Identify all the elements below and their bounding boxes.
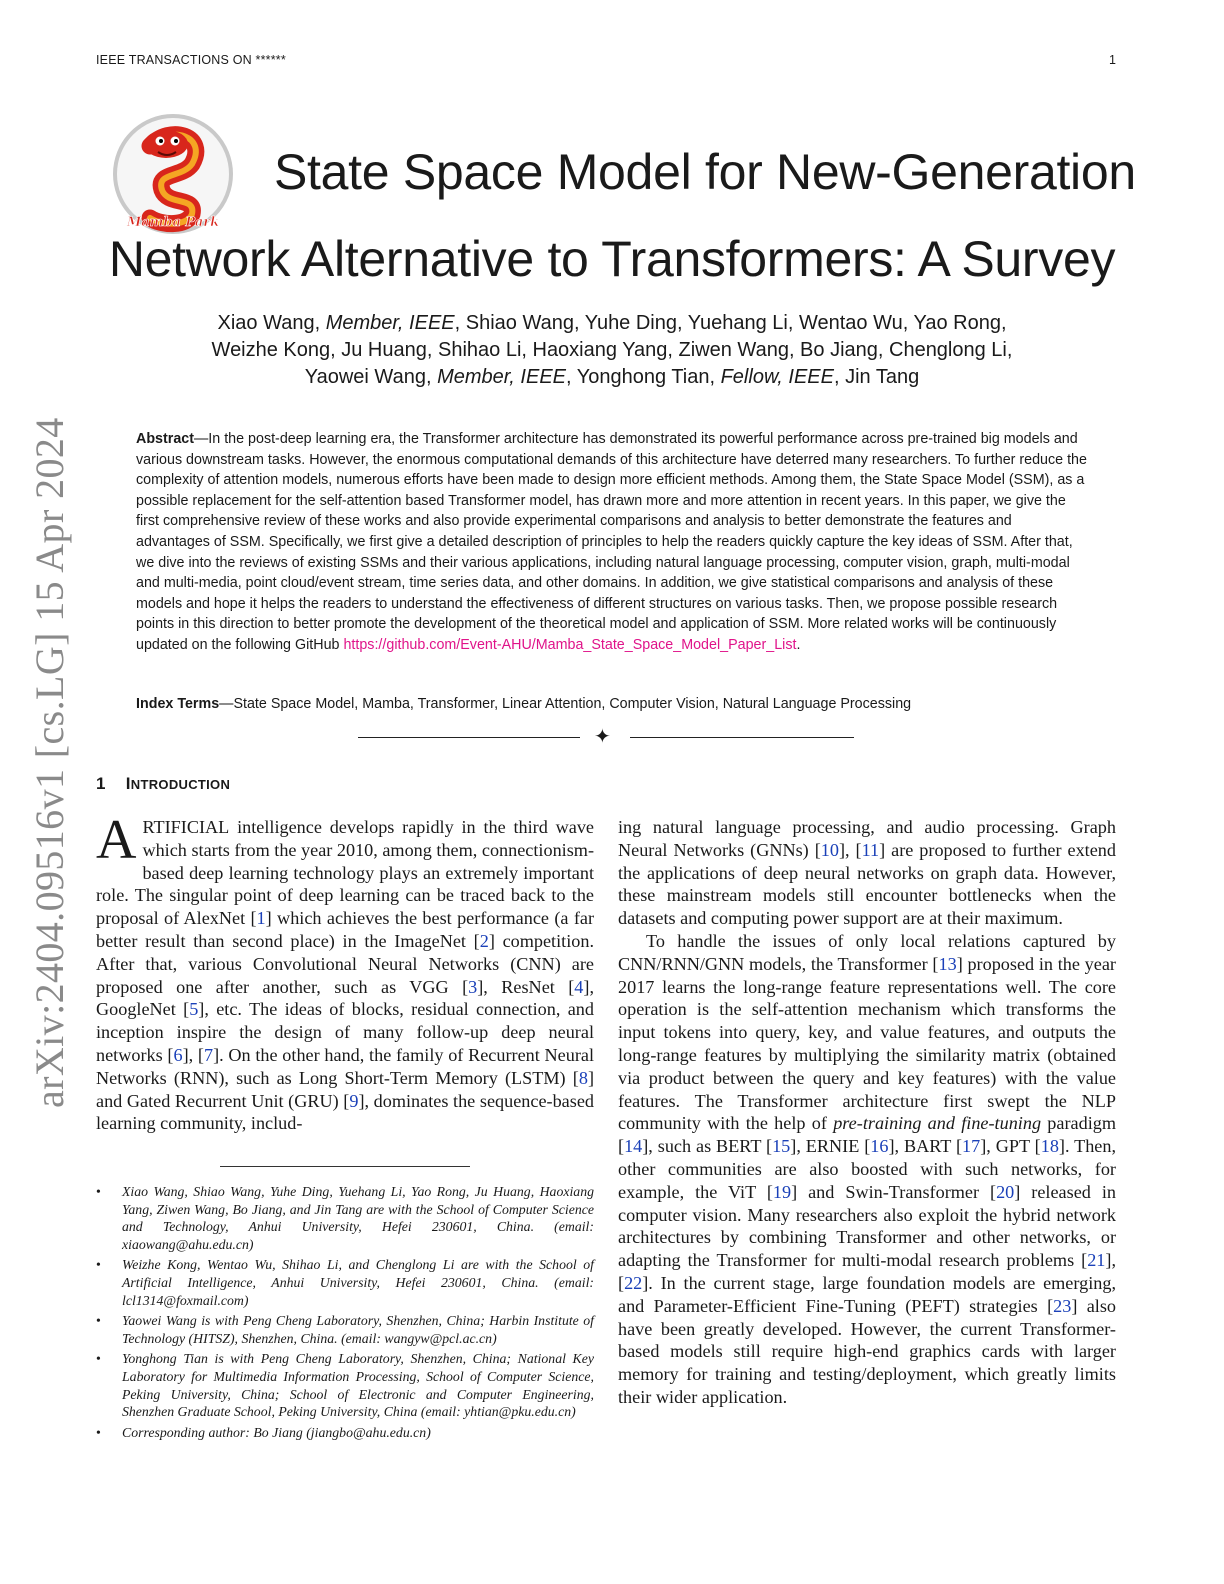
- intro-paragraph-2: [618, 930, 1116, 1409]
- footnote-item: [96, 1256, 594, 1309]
- citation-link[interactable]: 8: [578, 1067, 588, 1088]
- bullet-icon: •: [96, 1313, 101, 1329]
- citation-link[interactable]: 5: [189, 999, 199, 1020]
- body-text: paradigm [: [618, 1113, 1116, 1157]
- paper-title-line1: State Space Model for New-Generation: [274, 144, 1136, 200]
- author-fellowship: Fellow, IEEE: [720, 366, 834, 388]
- index-terms-text: —State Space Model, Mamba, Transformer, Linear Attention, Computer Vision, Natural Language Processing: [219, 696, 912, 712]
- body-text: ], [: [618, 1250, 1116, 1293]
- author-text: , Yonghong Tian,: [566, 366, 721, 388]
- authors-line2: Weizhe Kong, Ju Huang, Shihao Li, Haoxiang Yang, Ziwen Wang, Bo Jiang, Chenglong Li,: [211, 339, 1013, 361]
- logo-text: Mamba Park: [126, 215, 220, 230]
- abstract-end: .: [796, 636, 801, 653]
- citation-link[interactable]: 17: [962, 1136, 981, 1157]
- footnote-text: Corresponding author: Bo Jiang (jiangbo@ahu.edu.cn): [122, 1424, 431, 1440]
- mamba-park-logo: [110, 114, 236, 240]
- body-text: ]. In the current stage, large foundation models are emerging, and Parameter-Efficient Fine-Tuning (PEFT) strategies [: [618, 1272, 1116, 1316]
- section-title-initial: I: [125, 774, 131, 793]
- citation-link[interactable]: 6: [173, 1044, 183, 1065]
- bullet-icon: •: [96, 1424, 101, 1440]
- page-number: 1: [1109, 53, 1116, 67]
- body-text: ], BART [: [888, 1136, 963, 1157]
- authors-line1: [0, 312, 1224, 335]
- author-membership: Member, IEEE: [325, 312, 455, 334]
- body-text: ], [: [838, 839, 862, 860]
- intro-paragraph-1: [96, 809, 595, 1135]
- index-terms-label: Index Terms: [136, 696, 220, 712]
- body-text: ], ERNIE [: [790, 1136, 871, 1157]
- body-text: ] which achieves the best performance (a far better result than second place) in the ImageNet [: [96, 908, 594, 951]
- body-text: intelligence develops rapidly in the third wave which starts from the year 2010, among them, connectionism-based deep learning technology plays an extremely important role. The singular point of deep learning can be traced back to the proposal of AlexNet [: [96, 817, 594, 929]
- body-text: ], [: [182, 1044, 204, 1065]
- footnote-text: Xiao Wang, Shiao Wang, Yuhe Ding, Yuehang Li, Yao Rong, Ju Huang, Haoxiang Yang, Ziwen Wang, Bo Jiang, and Jin Tang are with the School of Computer Science and Technology, Anhui University, Hefei 230601, China. (email: xiaowang@ahu.edu.cn): [122, 1184, 594, 1252]
- citation-link[interactable]: 18: [1040, 1136, 1059, 1157]
- bullet-icon: •: [96, 1351, 101, 1367]
- citation-link[interactable]: 13: [938, 953, 957, 974]
- body-text: ], etc. The ideas of blocks, residual connection, and inception inspire the design of many follow-up deep neural networks [: [96, 999, 594, 1065]
- body-text: ] and Swin-Transformer [: [791, 1181, 997, 1202]
- body-text: ] competition. After that, various Convolutional Neural Networks (CNN) are proposed one after another, such as VGG [: [96, 930, 595, 997]
- bullet-icon: •: [96, 1257, 101, 1273]
- footnote-item: [96, 1312, 594, 1347]
- body-text: ] proposed in the year 2017 learns the long-range feature representations well. The core operation is the self-attention mechanism which transforms the input tokens into query, key, and value features, and outputs the long-range features by multiplying the similarity matrix (obtained via product between the query and key features) with the value features. The Transformer architecture first swept the NLP community with the help of: [618, 953, 1116, 1134]
- citation-link[interactable]: 1: [256, 908, 266, 929]
- divider-star-icon: ✦: [594, 726, 611, 748]
- footnotes: [96, 1183, 594, 1444]
- citation-link[interactable]: 10: [820, 839, 839, 860]
- authors-line3: [0, 366, 1224, 389]
- paper-title-line2: Network Alternative to Transformers: A Survey: [108, 231, 1116, 287]
- citation-link[interactable]: 16: [870, 1136, 889, 1157]
- section-title-rest: NTRODUCTION: [130, 777, 231, 792]
- index-terms: [136, 696, 1096, 712]
- abstract-label: Abstract: [136, 431, 194, 447]
- body-text: ] are proposed to further extend the applications of deep neural networks on graph data. However, these mainstream models still encounter bottlenecks when the datasets and computing power support are at their maximum.: [618, 839, 1116, 929]
- author-text: , Shiao Wang, Yuhe Ding, Yuehang Li, Wentao Wu, Yao Rong,: [454, 312, 1007, 334]
- abstract: [136, 429, 1088, 656]
- github-link[interactable]: https://github.com/Event-AHU/Mamba_State_Space_Model_Paper_List: [343, 636, 797, 653]
- body-text: ]. Then, other communities are also boosted with such networks, for example, the ViT [: [618, 1136, 1116, 1202]
- citation-link[interactable]: 11: [861, 839, 880, 860]
- bullet-icon: •: [96, 1184, 101, 1199]
- section-heading-introduction: [96, 774, 230, 794]
- footnote-text: Yonghong Tian is with Peng Cheng Laboratory, Shenzhen, China; National Key Laboratory for Multimedia Information Processing, School of Computer Science, Peking University, China; School of Electronic and Computer Engineering, Shenzhen Graduate School, Peking University, China (email: yhtian@pku.edu.cn): [122, 1351, 594, 1420]
- body-text: ] and Gated Recurrent Unit (GRU) [: [96, 1067, 594, 1111]
- emphasis-text: pre-training and fine-tuning: [833, 1113, 1042, 1134]
- footnote-text: Weizhe Kong, Wentao Wu, Shihao Li, and Chenglong Li are with the School of Artificial Intelligence, Anhui University, Hefei 230601, China. (email: lcl1314@foxmail.com): [122, 1257, 594, 1308]
- right-column: [618, 816, 1116, 1409]
- body-text: ] also have been greatly developed. However, the current Transformer-based models still require high-end graphics cards with larger memory for training and testing/deployment, which greatly limits their wider application.: [618, 1295, 1116, 1407]
- arxiv-stamp: arXiv:2404.09516v1 [cs.LG] 15 Apr 2024: [27, 417, 72, 1108]
- footnote-item: [96, 1350, 594, 1420]
- author-text: Xiao Wang,: [217, 312, 326, 334]
- citation-link[interactable]: 23: [1053, 1295, 1072, 1316]
- divider-left: [358, 737, 580, 738]
- intro-paragraph-continued: [618, 816, 1116, 930]
- citation-link[interactable]: 7: [203, 1044, 214, 1065]
- citation-link[interactable]: 14: [624, 1136, 643, 1157]
- citation-link[interactable]: 9: [349, 1090, 359, 1111]
- body-text: ], ResNet [: [477, 976, 575, 997]
- body-text: ], GPT [: [980, 1136, 1041, 1157]
- author-text: , Jin Tang: [833, 366, 920, 388]
- author-membership: Member, IEEE: [437, 366, 566, 388]
- citation-link[interactable]: 22: [624, 1272, 643, 1293]
- section-number: 1: [96, 774, 106, 793]
- divider-right: [630, 737, 854, 738]
- journal-header: IEEE TRANSACTIONS ON ******: [96, 53, 286, 67]
- footnote-text: Yaowei Wang is with Peng Cheng Laboratory, Shenzhen, China; Harbin Institute of Technology (HITSZ), Shenzhen, China. (email: wangyw@pcl.ac.cn): [122, 1313, 594, 1346]
- citation-link[interactable]: 19: [772, 1181, 792, 1202]
- body-text: ing natural language processing, and audio processing. Graph Neural Networks (GNNs) [: [618, 817, 1116, 860]
- body-text: To handle the issues of only local relations captured by CNN/RNN/GNN models, the Transformer [: [618, 930, 1116, 974]
- footnote-rule: [220, 1166, 470, 1167]
- dropcap-continuation: RTIFICIAL: [142, 817, 230, 837]
- body-text: ], such as BERT [: [642, 1136, 773, 1157]
- author-text: Yaowei Wang,: [304, 366, 438, 388]
- citation-link[interactable]: 21: [1087, 1250, 1106, 1271]
- body-text: ], GoogleNet [: [96, 976, 594, 1020]
- footnote-item: [96, 1183, 594, 1253]
- left-column: [96, 809, 595, 1135]
- footnote-item: [96, 1424, 594, 1442]
- citation-link[interactable]: 20: [996, 1181, 1015, 1202]
- citation-link[interactable]: 4: [574, 976, 584, 997]
- body-text: ] released in computer vision. Many researchers also exploit the hybrid network architectures by combining Transformer and other networks, or adapting the Transformer for multi-modal research problems [: [618, 1181, 1116, 1271]
- dropcap: A: [96, 809, 137, 871]
- citation-link[interactable]: 2: [479, 930, 489, 951]
- citation-link[interactable]: 15: [772, 1136, 791, 1157]
- abstract-text: —In the post-deep learning era, the Transformer architecture has demonstrated its powerful performance across pre-trained big models and various downstream tasks. However, the enormous computational demands of this architecture have deterred many researchers. To further reduce the complexity of attention models, numerous efforts have been made to design more efficient methods. Among them, the State Space Model (SSM), as a possible replacement for the self-attention based Transformer model, has drawn more and more attention in recent years. In this paper, we give the first comprehensive review of these works and also provide experimental comparisons and analysis to better demonstrate the features and advantages of SSM. Specifically, we first give a detailed description of principles to help the readers quickly capture the key ideas of SSM. After that, we dive into the reviews of existing SSMs and their various applications, including natural language processing, computer vision, graph, multi-modal and multi-media, point cloud/event stream, time series data, and other domains. In addition, we give statistical comparisons and analysis of these models and hope it helps the readers to understand the effectiveness of different structures on various tasks. Then, we propose possible research points in this direction to better promote the development of the theoretical model and application of SSM. More related works will be continuously updated on the following GitHub: [136, 431, 1087, 653]
- body-text: ]. On the other hand, the family of Recurrent Neural Networks (RNN), such as Long Short-Term Memory (LSTM) [: [96, 1044, 594, 1088]
- citation-link[interactable]: 3: [468, 976, 478, 997]
- body-text: ], dominates the sequence-based learning community, includ-: [96, 1090, 594, 1134]
